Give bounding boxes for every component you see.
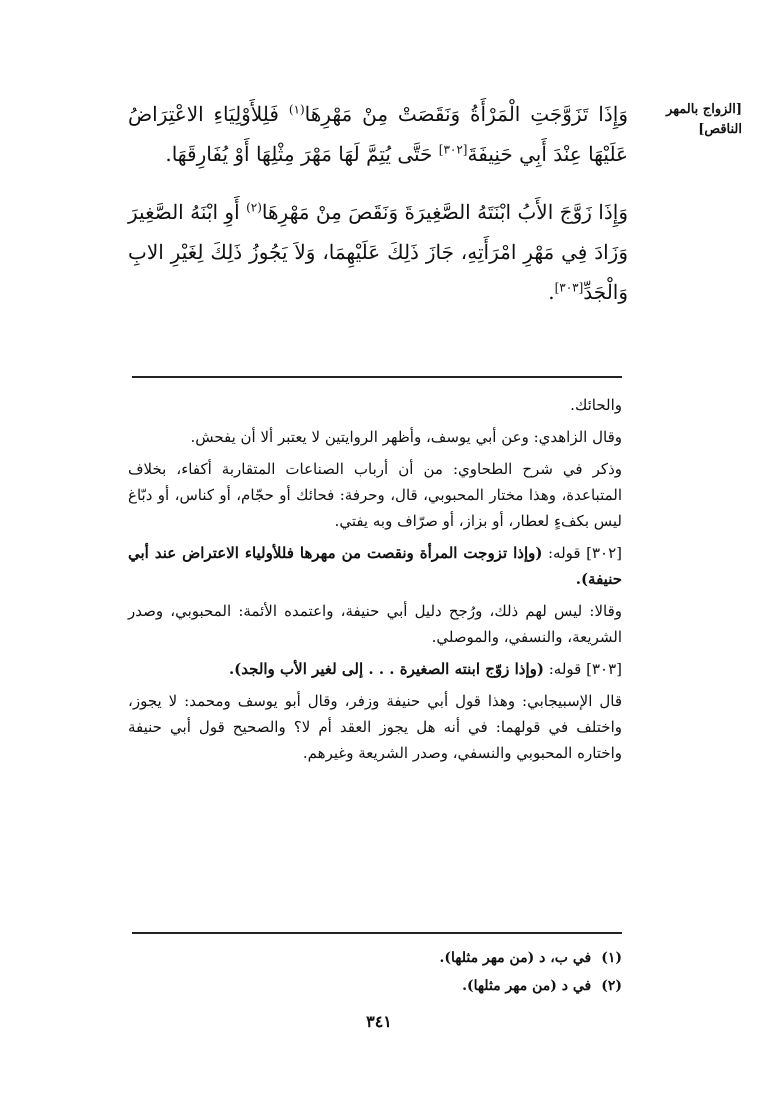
main-p1-text-c: حَتَّى يُتِمَّ لَهَا مَهْرَ مِثْلِهَا أَوْ يُفَارِقَهَا. [165, 142, 439, 166]
main-p1-text-a: وَإِذَا تَزَوَّجَتِ الْمَرْأَةُ وَنَقَصَتْ مِنْ مَهْرِهَا [304, 102, 628, 126]
margin-heading [634, 100, 742, 140]
commentary-note-303 [128, 656, 622, 682]
footnotes [128, 944, 622, 1000]
page-number: ٣٤١ [366, 1012, 392, 1031]
commentary-p2: وقال الزاهدي: وعن أبي يوسف، وأظهر الروايتين لا يعتبر ألا أن يفحش. [190, 428, 622, 446]
commentary-p5: قال الإسبيجابي: وهذا قول أبي حنيفة وزفر، وقال أبو يوسف ومحمد: لا يجوز، واختلف في قولهما: في أنه هل يجوز العقد أم لا؟ والصحيح قول أبي حنيفة واختاره المحبوبي والنسفي، وصدر الشريعة وغيرهم. [128, 692, 622, 762]
separator-rule-bottom [132, 932, 622, 934]
footnote-1-number: (١) [601, 950, 622, 966]
note-303-quote: (وإذا زوّج ابنته الصغيرة . . . إلى لغير الأب والجد). [228, 660, 544, 678]
main-paragraph-1 [128, 94, 628, 174]
footnote-2-number: (٢) [601, 978, 622, 994]
commentary-block [128, 392, 622, 772]
commentary-p3: وذكر في شرح الطحاوي: من أن أرباب الصناعات المتقاربة أكفاء، بخلاف المتباعدة، وهذا مختار المحبوبي، قال، وحرفة: فحائك أو حجّام، أو كناس، أو دبّاغ ليس بكفءٍ لعطار، أو بزاز، أو صرّاف وبه يفتي. [128, 460, 622, 530]
main-p2-text-b: أَوِ ابْنَهُ الصَّغِيرَ وَزَادَ فِي مَهْرِ امْرَأَتِهِ، جَازَ ذَلِكَ عَلَيْهِمَا، وَلاَ يَجُوزُ ذَلِكَ لِغَيْرِ الابِ وَالْجَدِّ [128, 200, 628, 304]
margin-heading-line2: الناقص] [698, 122, 742, 137]
main-paragraph-2 [128, 192, 628, 312]
note-302-ref: [٣٠٢] قوله: [542, 544, 622, 562]
footnote-2 [128, 972, 622, 1000]
commentary-marker-302: [٣٠٢] [438, 142, 468, 157]
footnote-marker-2: (٢) [246, 200, 262, 215]
note-302-quote: (وإذا تزوجت المرأة ونقصت من مهرها فللأولياء الاعتراض عند أبي حنيفة). [128, 544, 622, 588]
footnote-marker-1: (١) [288, 102, 305, 117]
footnote-2-text: في د (من مهر مثلها). [462, 978, 592, 994]
main-p2-text-a: وَإِذَا زَوَّجَ الأَبُ ابْنَتَهُ الصَّغِيرَةَ وَنَقَصَ مِنْ مَهْرِهَا [261, 200, 628, 224]
footnote-1 [128, 944, 622, 972]
note-303-ref: [٣٠٣] قوله: [543, 660, 622, 678]
main-p1-text-b: فَلِلأَوْلِيَاءِ الاعْتِرَاضُ عَلَيْهَا عِنْدَ أَبِي حَنِيفَةَ [128, 102, 628, 166]
commentary-p4: وقالا: ليس لهم ذلك، ورُجح دليل أبي حنيفة، واعتمده الأئمة: المحبوبي، وصدر الشريعة، والنسفي، والموصلي. [128, 602, 622, 646]
separator-rule-top [132, 376, 622, 378]
commentary-marker-303: [٣٠٣] [554, 280, 584, 295]
main-p2-text-c: . [548, 280, 555, 304]
commentary-p1: والحائك. [570, 396, 622, 414]
margin-heading-line1: [الزواج بالمهر [666, 102, 742, 117]
commentary-note-302 [128, 540, 622, 592]
main-text [128, 94, 628, 322]
footnote-1-text: في ب، د (من مهر مثلها). [439, 950, 592, 966]
